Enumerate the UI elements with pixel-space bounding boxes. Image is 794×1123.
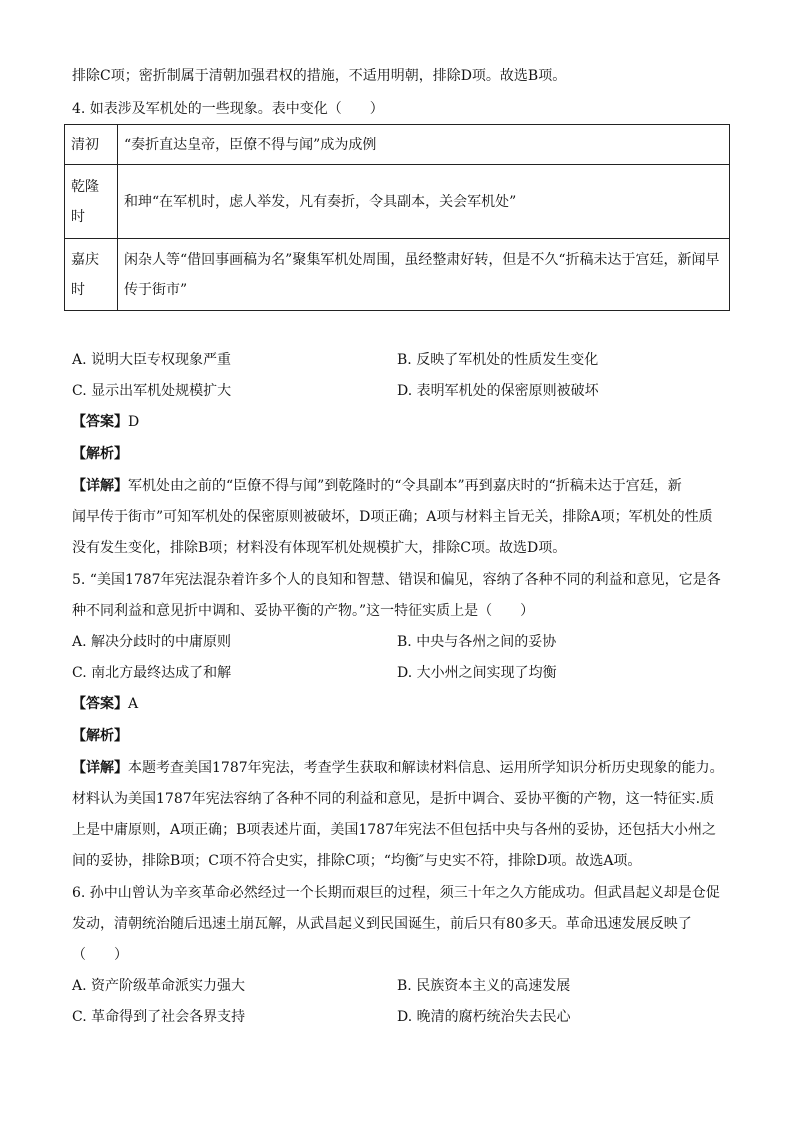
q6-option-b: B. 民族资本主义的高速发展 — [397, 978, 571, 994]
q4-option-d: D. 表明军机处的保密原则被破坏 — [397, 383, 599, 399]
q5-stem-line: 种不同利益和意见折中调和、妥协平衡的产物。”这一特征实质上是（ ） — [72, 603, 535, 619]
q5-option-d: D. 大小州之间实现了均衡 — [397, 665, 557, 681]
q5-option-c: C. 南北方最终达成了和解 — [72, 665, 232, 681]
table-row — [65, 165, 730, 239]
q4-table — [64, 124, 730, 311]
table-text-cell: 和珅“在军机时，虑人举发，凡有奏折，令具副本，关会军机处” — [118, 165, 730, 239]
q4-option-b: B. 反映了军机处的性质发生变化 — [397, 352, 599, 368]
detail-label: 【详解】 — [72, 760, 128, 776]
q4-stem: 4. 如表涉及军机处的一些现象。表中变化（ ） — [72, 101, 384, 117]
q6-option-d: D. 晚清的腐朽统治失去民心 — [397, 1009, 571, 1025]
table-text-cell: “奏折直达皇帝，臣僚不得与闻”成为成例 — [118, 125, 730, 165]
q5-detail-line: 材料认为美国1787年宪法容纳了各种不同的利益和意见，是折中调合、妥协平衡的产物，这一特征实.质 — [72, 791, 715, 807]
q5-answer — [72, 694, 732, 714]
q4-detail-line — [72, 476, 732, 496]
q4-answer — [72, 412, 732, 432]
answer-label: 【答案】 — [72, 696, 128, 712]
table-era-cell: 清初 — [65, 125, 118, 165]
table-era-cell: 乾隆时 — [65, 165, 118, 239]
table-row — [65, 239, 730, 311]
q6-option-c: C. 革命得到了社会各界支持 — [72, 1009, 246, 1025]
q4-detail-line: 没有发生变化，排除B项；材料没有体现军机处规模扩大，排除C项。故选D项。 — [72, 540, 567, 556]
q5-detail-line: 间的妥协，排除B项；C项不符合史实，排除C项；“均衡″与史实不符，排除D项。故选A项。 — [72, 853, 642, 869]
q6-stem-line: 6. 孙中山曾认为辛亥革命必然经过一个长期而艰巨的过程，须三十年之久方能成功。但武昌起义却是仓促 — [72, 885, 720, 901]
answer-value: A — [128, 696, 139, 712]
table-era-cell: 嘉庆时 — [65, 239, 118, 311]
q5-analysis-label: 【解析】 — [72, 728, 128, 744]
q4-option-c: C. 显示出军机处规模扩大 — [72, 383, 232, 399]
detail-text: 本题考查美国1787年宪法，考查学生获取和解读材料信息、运用所学知识分析历史现象的能力。 — [128, 760, 724, 776]
previous-answer-tail: 排除C项；密折制属于清朝加强君权的措施，不适用明朝，排除D项。故选B项。 — [72, 68, 567, 84]
table-row — [65, 125, 730, 165]
q5-option-b: B. 中央与各州之间的妥协 — [397, 634, 557, 650]
q6-option-a: A. 资产阶级革命派实力强大 — [72, 978, 246, 994]
detail-label: 【详解】 — [72, 478, 128, 494]
answer-value: D — [128, 414, 140, 430]
q4-option-a: A. 说明大臣专权现象严重 — [72, 352, 232, 368]
q5-detail-line — [72, 758, 732, 778]
detail-text: 军机处由之前的“臣僚不得与闻”到乾隆时的“令具副本”再到嘉庆时的“折稿未达于宫廷，新 — [128, 478, 682, 494]
table-text-cell: 闲杂人等“借回事画稿为名”聚集军机处周围，虽经整肃好转，但是不久“折稿未达于宫廷，新闻早传于街市” — [118, 239, 730, 311]
q4-detail-line: 闻早传于街市”可知军机处的保密原则被破坏，D项正确；A项与材料主旨无关，排除A项；军机处的性质 — [72, 509, 713, 525]
q4-analysis-label: 【解析】 — [72, 446, 128, 462]
q6-stem-line: 发动，清朝统治随后迅速土崩瓦解，从武昌起义到民国诞生，前后只有80多天。革命迅速发展反映了 — [72, 916, 692, 932]
answer-label: 【答案】 — [72, 414, 128, 430]
q6-stem-line: （ ） — [72, 947, 128, 963]
q5-option-a: A. 解决分歧时的中庸原则 — [72, 634, 232, 650]
q5-stem-line: 5. “美国1787年宪法混杂着许多个人的良知和智慧、错误和偏见，容纳了各种不同的利益和意见，它是各 — [72, 572, 721, 588]
q5-detail-line: 上是中庸原则，A项正确；B项表述片面，美国1787年宪法不但包括中央与各州的妥协，还包括大小州之 — [72, 822, 717, 838]
